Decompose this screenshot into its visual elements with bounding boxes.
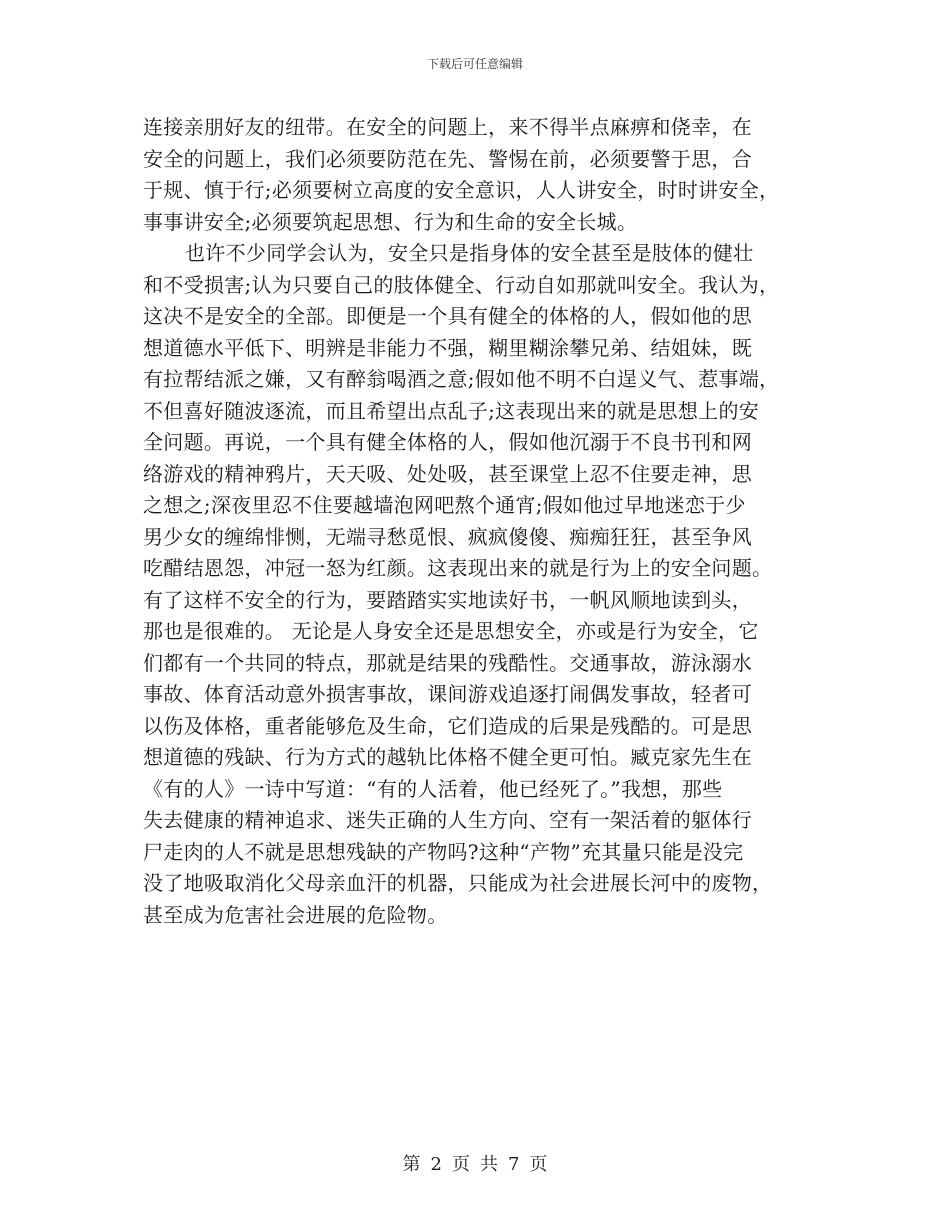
text-line: 不但喜好随波逐流，而且希望出点乱子;这表现出来的就是思想上的安: [143, 398, 760, 423]
header-note: 下载后可任意编辑: [426, 57, 523, 71]
text-line: 事事讲安全;必须要筑起思想、行为和生命的安全长城。: [143, 209, 638, 234]
text-line: 有了这样不安全的行为，要踏踏实实地读好书，一帆风顺地读到头，: [143, 587, 752, 612]
text-line: 尸走肉的人不就是思想残缺的产物吗?这种“产物”充其量只能是没完: [143, 839, 744, 864]
text-line: 这决不是安全的全部。即便是一个具有健全的体格的人，假如他的思: [143, 304, 752, 328]
text-line: 们都有一个共同的特点，那就是结果的残酷性。交通事故，游泳溺水: [143, 650, 752, 675]
page-number: 2: [430, 1154, 442, 1175]
text-line: 男少女的缠绵悱恻，无端寻愁觅恨、疯疯傻傻、痴痴狂狂，甚至争风: [143, 524, 752, 549]
text-line: 失去健康的精神追求、迷失正确的人生方向、空有一架活着的躯体行: [143, 808, 752, 832]
text-line: 于规、慎于行;必须要树立高度的安全意识，人人讲安全，时时讲安全，: [143, 178, 780, 202]
text-line: 甚至成为危害社会进展的危险物。: [143, 902, 448, 927]
text-line: 那也是很难的。 无论是人身安全还是思想安全，亦或是行为安全，它: [143, 619, 759, 643]
text-line: 想道德的残缺、行为方式的越轨比体格不健全更可怕。臧克家先生在: [143, 745, 752, 769]
text-line: 想道德水平低下、明辨是非能力不强，糊里糊涂攀兄弟、结姐妹，既: [143, 335, 752, 360]
page-label-prefix: 第: [402, 1154, 421, 1175]
text-line: 以伤及体格，重者能够危及生命，它们造成的后果是残酷的。可是思: [143, 713, 752, 738]
text-line: 和不受损害;认为只要自己的肢体健全、行动自如那就叫安全。我认为，: [143, 272, 780, 297]
text-line: 安全的问题上，我们必须要防范在先、警惕在前，必须要警于思，合: [143, 146, 752, 171]
page-label-mid: 页: [452, 1154, 470, 1175]
text-line: 没了地吸取消化父母亲血汗的机器，只能成为社会进展长河中的废物，: [143, 871, 773, 895]
total-pages: 7: [508, 1154, 520, 1175]
paragraph-start-line: 也许不少同学会认为，安全只是指身体的安全甚至是肢体的健壮: [185, 241, 754, 265]
text-line: 连接亲朋好友的纽带。在安全的问题上，来不得半点麻痹和侥幸，在: [143, 115, 752, 139]
document-body: [143, 112, 823, 931]
text-line: 之想之;深夜里忍不住要越墙泡网吧熬个通宵;假如他过早地迷恋于少: [143, 493, 746, 517]
text-line: 吃醋结恩怨，冲冠一怒为红颜。这表现出来的就是行为上的安全问题。: [143, 556, 773, 580]
page-footer: [0, 1150, 950, 1176]
total-label: 共: [480, 1154, 498, 1175]
text-line: 事故、体育活动意外损害事故，课间游戏追逐打闹偶发事故，轻者可: [143, 682, 752, 706]
page-label-suffix: 页: [529, 1154, 548, 1175]
text-line: 《有的人》一诗中写道：“有的人活着，他已经死了。”我想，那些: [143, 776, 723, 801]
text-line: 全问题。再说，一个具有健全体格的人，假如他沉溺于不良书刊和网: [143, 430, 752, 454]
text-line: 有拉帮结派之嫌，又有醉翁喝酒之意;假如他不明不白逞义气、惹事端，: [143, 367, 780, 391]
text-line: 络游戏的精神鸦片，天天吸、处处吸，甚至课堂上忍不住要走神，思: [143, 461, 752, 486]
